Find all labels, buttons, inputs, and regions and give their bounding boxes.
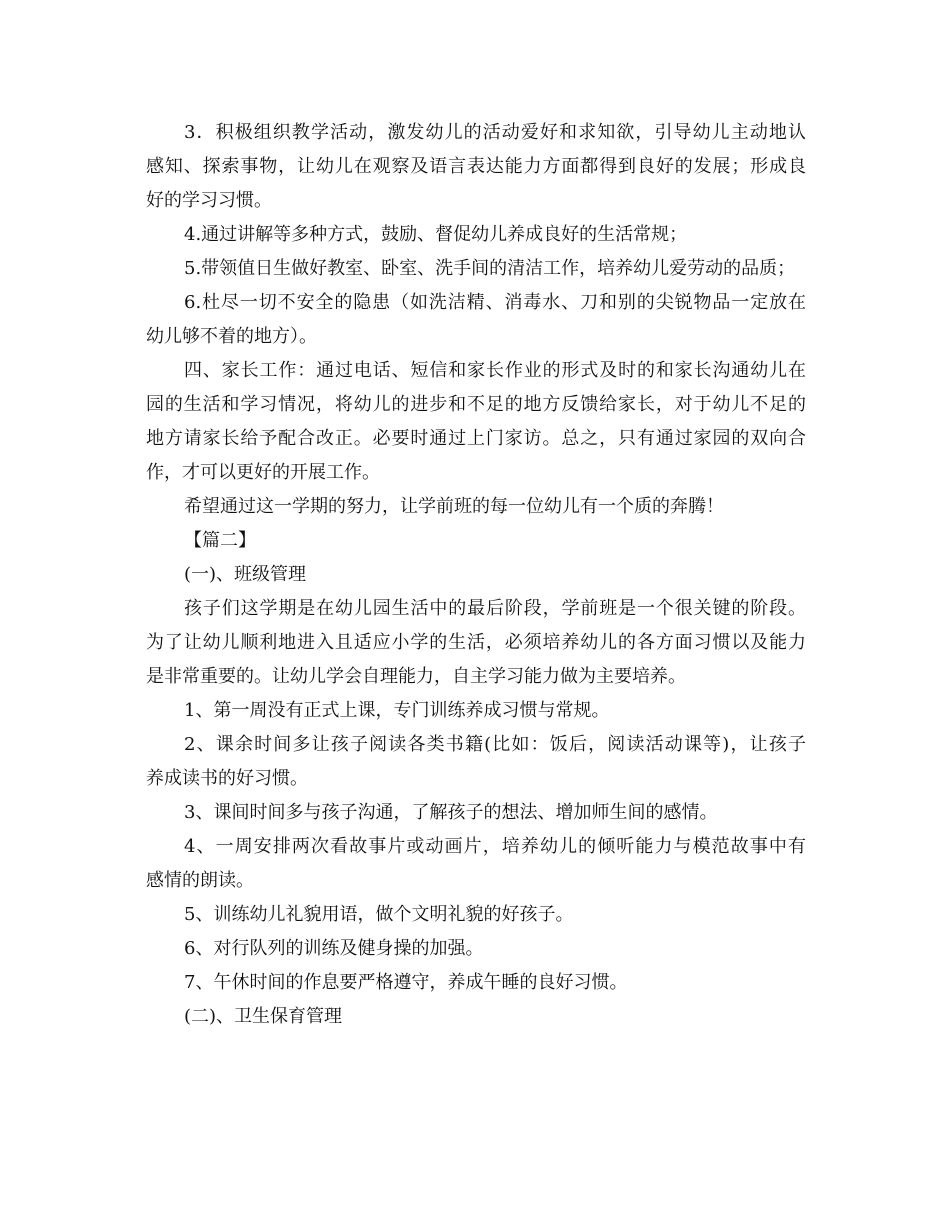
subsection-heading: (二)、卫生保育管理 — [184, 1006, 343, 1027]
subsection-heading: (一)、班级管理 — [184, 564, 307, 585]
list-item: 3、课间时间多与孩子沟通，了解孩子的想法、增加师生间的感情。 — [184, 802, 718, 823]
paragraph-line: 4.通过讲解等多种方式，鼓励、督促幼儿养成良好的生活常规； — [184, 224, 688, 245]
paragraph-line: 3．积极组织教学活动，激发幼儿的活动爱好和求知欲，引导幼儿主动地认 — [184, 122, 806, 143]
paragraph-line: 5.带领值日生做好教室、卧室、洗手间的清洁工作，培养幼儿爱劳动的品质； — [184, 258, 796, 279]
paragraph-line: 作，才可以更好的开展工作。 — [146, 462, 380, 483]
list-item: 1、第一周没有正式上课，专门训练养成习惯与常规。 — [184, 700, 610, 721]
list-item: 2、课余时间多让孩子阅读各类书籍(比如：饭后，阅读活动课等)，让孩子 — [184, 734, 806, 755]
list-item: 6、对行队列的训练及健身操的加强。 — [184, 938, 484, 959]
document-body — [146, 116, 806, 1034]
list-item-continuation: 感情的朗读。 — [146, 870, 254, 891]
paragraph-line: 孩子们这学期是在幼儿园生活中的最后阶段，学前班是一个很关键的阶段。 — [184, 598, 806, 619]
paragraph-line: 幼儿够不着的地方）。 — [146, 326, 317, 347]
list-item: 4、一周安排两次看故事片或动画片，培养幼儿的倾听能力与模范故事中有 — [184, 836, 806, 857]
paragraph-line: 为了让幼儿顺利地进入且适应小学的生活，必须培养幼儿的各方面习惯以及能力 — [146, 632, 806, 653]
paragraph-line: 是非常重要的。让幼儿学会自理能力，自主学习能力做为主要培养。 — [146, 666, 686, 687]
paragraph-line: 地方请家长给予配合改正。必要时通过上门家访。总之，只有通过家园的双向合 — [146, 428, 806, 449]
paragraph-line: 希望通过这一学期的努力，让学前班的每一位幼儿有一个质的奔腾！ — [184, 496, 724, 517]
list-item: 7、午休时间的作息要严格遵守，养成午睡的良好习惯。 — [184, 972, 628, 993]
paragraph-line: 四、家长工作：通过电话、短信和家长作业的形式及时的和家长沟通幼儿在 — [184, 360, 806, 381]
section-heading: 【篇二】 — [184, 530, 256, 551]
list-item: 5、训练幼儿礼貌用语，做个文明礼貌的好孩子。 — [184, 904, 574, 925]
paragraph-line: 6.杜尽一切不安全的隐患（如洗洁精、消毒水、刀和别的尖锐物品一定放在 — [184, 292, 806, 313]
list-item-continuation: 养成读书的好习惯。 — [146, 768, 308, 789]
paragraph-line: 园的生活和学习情况，将幼儿的进步和不足的地方反馈给家长，对于幼儿不足的 — [146, 394, 806, 415]
paragraph-line: 感知、探索事物，让幼儿在观察及语言表达能力方面都得到良好的发展；形成良 — [146, 156, 806, 177]
paragraph-line: 好的学习习惯。 — [146, 190, 272, 211]
